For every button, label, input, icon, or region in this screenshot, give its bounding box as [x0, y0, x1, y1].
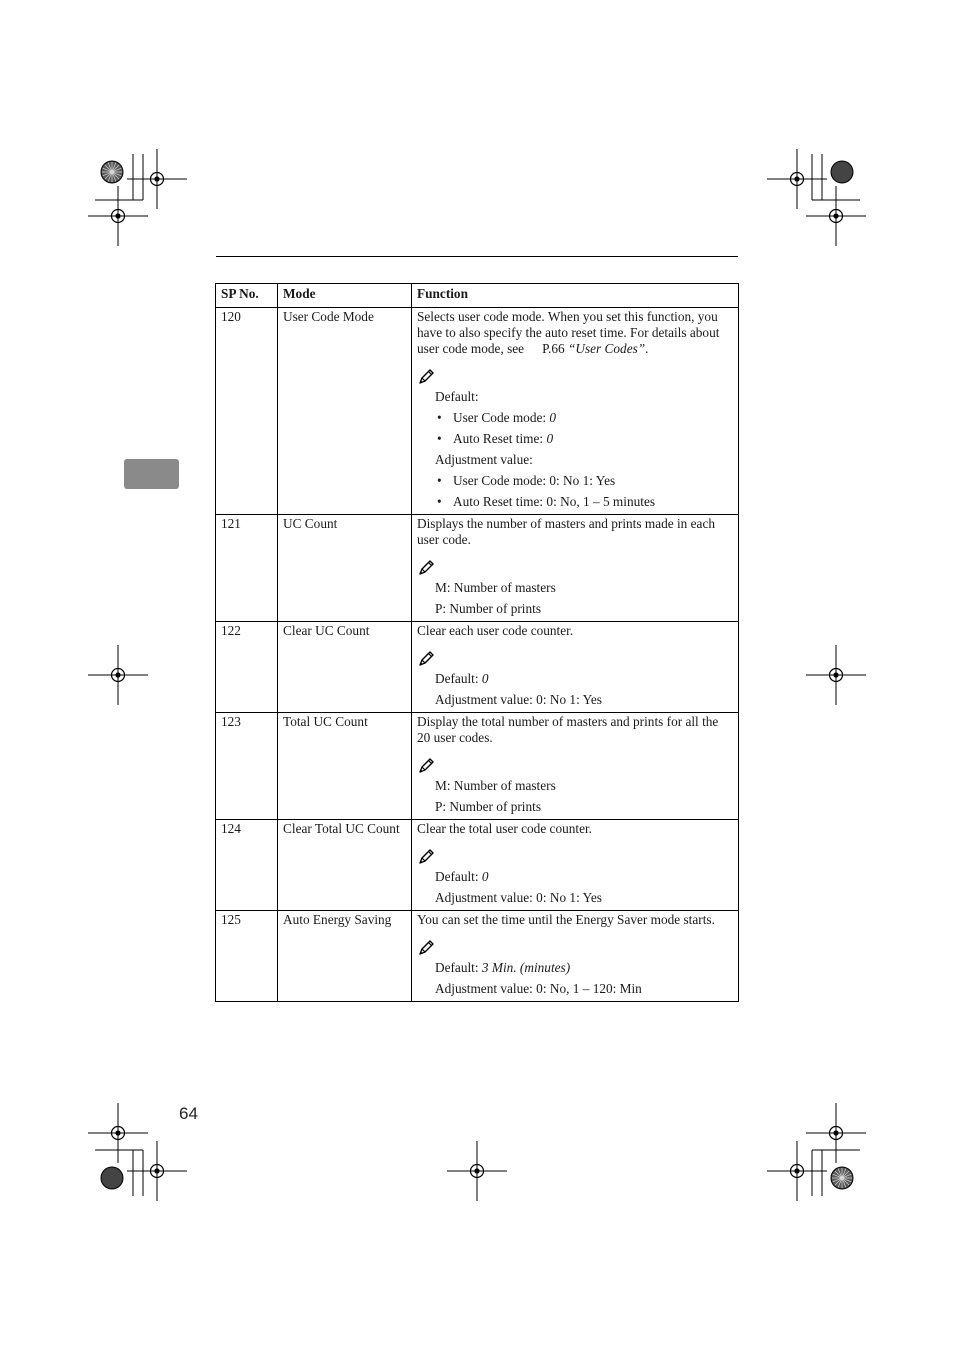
mode-name: Clear Total UC Count: [278, 820, 412, 911]
note-line: Adjustment value: 0: No, 1 – 120: Min: [435, 981, 642, 996]
note-line: Adjustment value: 0: No 1: Yes: [435, 692, 602, 707]
note-line: M: Number of masters: [435, 580, 556, 595]
note-pencil-icon: [417, 559, 435, 577]
note-line: Default: 0: [435, 869, 489, 884]
chapter-tab: [124, 459, 179, 489]
mode-name: UC Count: [278, 515, 412, 622]
note-pencil-icon: [417, 939, 435, 957]
sp-number: 125: [216, 911, 278, 1002]
mode-name: Total UC Count: [278, 713, 412, 820]
function-cell: [412, 515, 739, 622]
mode-name: Auto Energy Saving: [278, 911, 412, 1002]
note-block: [417, 778, 733, 815]
default-list: [435, 410, 733, 447]
mode-name: Clear UC Count: [278, 622, 412, 713]
sp-table: [215, 283, 739, 1002]
list-item: • Auto Reset time: 0: No, 1 – 5 minutes: [437, 494, 656, 509]
header-rule: [216, 256, 738, 257]
sp-number: 123: [216, 713, 278, 820]
function-description: Displays the number of masters and prints made in each user code.: [417, 516, 715, 547]
function-cell: [412, 308, 739, 515]
function-cell: [412, 820, 739, 911]
sp-number: 121: [216, 515, 278, 622]
note-line: Default: 3 Min. (minutes): [435, 960, 571, 975]
note-line: P: Number of prints: [435, 601, 541, 616]
sp-number: 122: [216, 622, 278, 713]
header-function: Function: [412, 284, 739, 308]
adjustment-list: [435, 473, 733, 510]
note-pencil-icon: [417, 650, 435, 668]
table-row: [216, 308, 739, 515]
note-block: [417, 580, 733, 617]
function-cell: [412, 622, 739, 713]
function-description: Clear each user code counter.: [417, 623, 574, 638]
table-row: [216, 713, 739, 820]
note-block: [417, 960, 733, 997]
list-item: • User Code mode: 0: [437, 410, 557, 425]
page-reference[interactable]: P.66 “User Codes”: [542, 341, 646, 356]
default-label: Default:: [435, 389, 479, 404]
note-pencil-icon: [417, 757, 435, 775]
function-description: Selects user code mode. When you set this function, you have to also specify the auto reset time. For details about user code mode, see P.66 “User Codes”.: [417, 309, 720, 356]
note-line: Adjustment value: 0: No 1: Yes: [435, 890, 602, 905]
function-description: Clear the total user code counter.: [417, 821, 593, 836]
note-pencil-icon: [417, 848, 435, 866]
list-item: • Auto Reset time: 0: [437, 431, 554, 446]
list-item: • User Code mode: 0: No 1: Yes: [437, 473, 616, 488]
function-description: You can set the time until the Energy Saver mode starts.: [417, 912, 715, 927]
table-row: [216, 911, 739, 1002]
page-number: 64: [179, 1104, 198, 1123]
mode-name: User Code Mode: [278, 308, 412, 515]
table-row: [216, 820, 739, 911]
function-description: Display the total number of masters and prints for all the 20 user codes.: [417, 714, 719, 745]
header-mode: Mode: [278, 284, 412, 308]
table-header-row: [216, 284, 739, 308]
note-line: M: Number of masters: [435, 778, 556, 793]
note-block: [417, 389, 733, 510]
note-block: [417, 671, 733, 708]
header-sp-no: SP No.: [216, 284, 278, 308]
adjustment-label: Adjustment value:: [435, 452, 533, 467]
note-block: [417, 869, 733, 906]
note-line: Default: 0: [435, 671, 489, 686]
function-cell: [412, 911, 739, 1002]
sp-number: 120: [216, 308, 278, 515]
note-pencil-icon: [417, 368, 435, 386]
table-row: [216, 515, 739, 622]
sp-number: 124: [216, 820, 278, 911]
table-row: [216, 622, 739, 713]
function-cell: [412, 713, 739, 820]
note-line: P: Number of prints: [435, 799, 541, 814]
